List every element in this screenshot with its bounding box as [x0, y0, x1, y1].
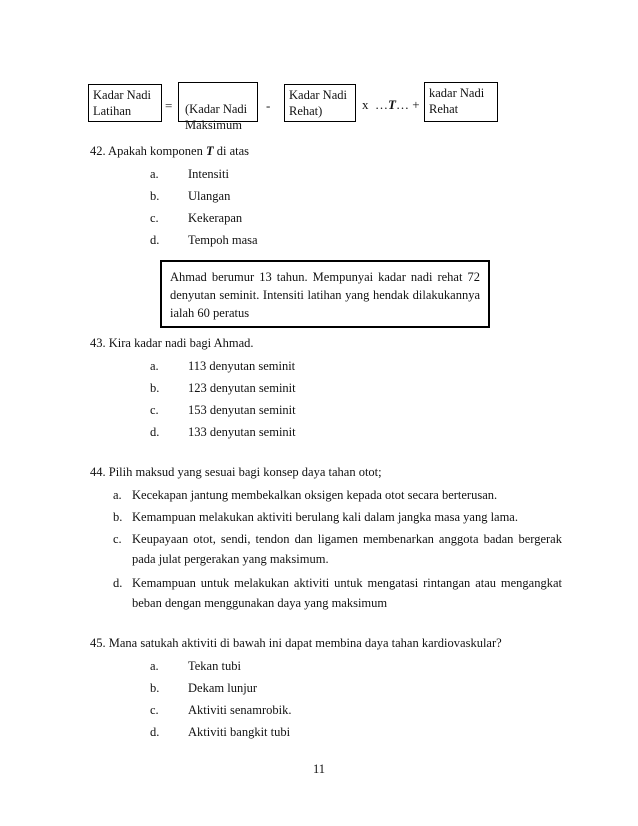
q42-post: di atas: [213, 144, 250, 158]
q44-option-a-letter: a.: [113, 488, 122, 502]
q43-option-c-letter: c.: [150, 403, 159, 417]
q44-option-d-letter: d.: [113, 576, 123, 590]
q44-option-d-line1: Kemampuan untuk melakukan aktiviti untuk mengatasi rintangan atau mengangkat: [132, 576, 562, 590]
q43-option-a-text[interactable]: 113 denyutan seminit: [188, 359, 296, 373]
q43-option-b-letter: b.: [150, 381, 160, 395]
q43-option-d-text[interactable]: 133 denyutan seminit: [188, 425, 296, 439]
q45-option-a-text[interactable]: Tekan tubi: [188, 659, 241, 673]
question-45: 45. Mana satukah aktiviti di bawah ini dapat membina daya tahan kardiovaskular?: [90, 636, 502, 650]
q43-option-a-letter: a.: [150, 359, 159, 373]
q42-option-b-text[interactable]: Ulangan: [188, 189, 231, 203]
formula-times-t-plus: [362, 97, 420, 113]
formula-equals-sign: =: [165, 98, 173, 113]
q44-option-b-text[interactable]: Kemampuan melakukan aktiviti berulang kali dalam jangka masa yang lama.: [132, 510, 518, 524]
formula-box-kadar-nadi-latihan: Kadar Nadi Latihan: [88, 84, 162, 122]
times-suffix: … +: [395, 97, 420, 112]
q42-option-d-letter: d.: [150, 233, 160, 247]
formula-box2-text: (Kadar Nadi Maksimum: [185, 102, 248, 132]
q45-option-d-letter: d.: [150, 725, 160, 739]
q44-option-c-letter: c.: [113, 532, 122, 546]
q44-option-c-text[interactable]: [132, 529, 562, 569]
q45-option-d-text[interactable]: Aktiviti bangkit tubi: [188, 725, 291, 739]
formula-box-kadar-nadi-rehat: Kadar Nadi Rehat): [284, 84, 356, 122]
q42-t: T: [205, 144, 214, 158]
q44-option-b-letter: b.: [113, 510, 123, 524]
formula-box-kadar-nadi-maksimum: [178, 82, 258, 132]
q44-option-a-text[interactable]: Kecekapan jantung membekalkan oksigen kepada otot secara berterusan.: [132, 488, 498, 502]
q45-option-b-text[interactable]: Dekam lunjur: [188, 681, 258, 695]
q43-option-d-letter: d.: [150, 425, 160, 439]
formula-minus-sign: -: [266, 98, 271, 113]
q44-option-d-text[interactable]: [132, 573, 562, 613]
q42-pre: 42. Apakah komponen: [90, 144, 206, 158]
q45-option-c-letter: c.: [150, 703, 159, 717]
page-number: 11: [312, 762, 326, 776]
formula-box-kadar-nadi-rehat-2: kadar Nadi Rehat: [424, 82, 498, 122]
q44-option-c-line1: Keupayaan otot, sendi, tendon dan ligamen membenarkan anggota badan bergerak: [132, 532, 562, 546]
times-prefix: x …: [362, 97, 388, 112]
q42-option-a-text[interactable]: Intensiti: [188, 167, 229, 181]
question-42: [90, 144, 249, 159]
question-44: 44. Pilih maksud yang sesuai bagi konsep daya tahan otot;: [90, 465, 382, 479]
question-43: 43. Kira kadar nadi bagi Ahmad.: [90, 336, 254, 350]
q43-option-b-text[interactable]: 123 denyutan seminit: [188, 381, 296, 395]
q42-option-c-text[interactable]: Kekerapan: [188, 211, 243, 225]
q44-option-c-line2: pada julat pergerakan yang maksimum.: [132, 552, 329, 566]
q45-option-a-letter: a.: [150, 659, 159, 673]
q42-option-b-letter: b.: [150, 189, 160, 203]
q42-option-d-text[interactable]: Tempoh masa: [188, 233, 258, 247]
times-t-letter: T: [388, 97, 396, 112]
q42-option-c-letter: c.: [150, 211, 159, 225]
q45-option-c-text[interactable]: Aktiviti senamrobik.: [188, 703, 292, 717]
ahmad-info-box: Ahmad berumur 13 tahun. Mempunyai kadar nadi rehat 72 denyutan seminit. Intensiti latihan yang hendak dilakukannya ialah 60 peratus: [160, 260, 490, 328]
q44-option-d-line2: beban dengan menggunakan daya yang maksimum: [132, 596, 388, 610]
q43-option-c-text[interactable]: 153 denyutan seminit: [188, 403, 296, 417]
q45-option-b-letter: b.: [150, 681, 160, 695]
q42-option-a-letter: a.: [150, 167, 159, 181]
